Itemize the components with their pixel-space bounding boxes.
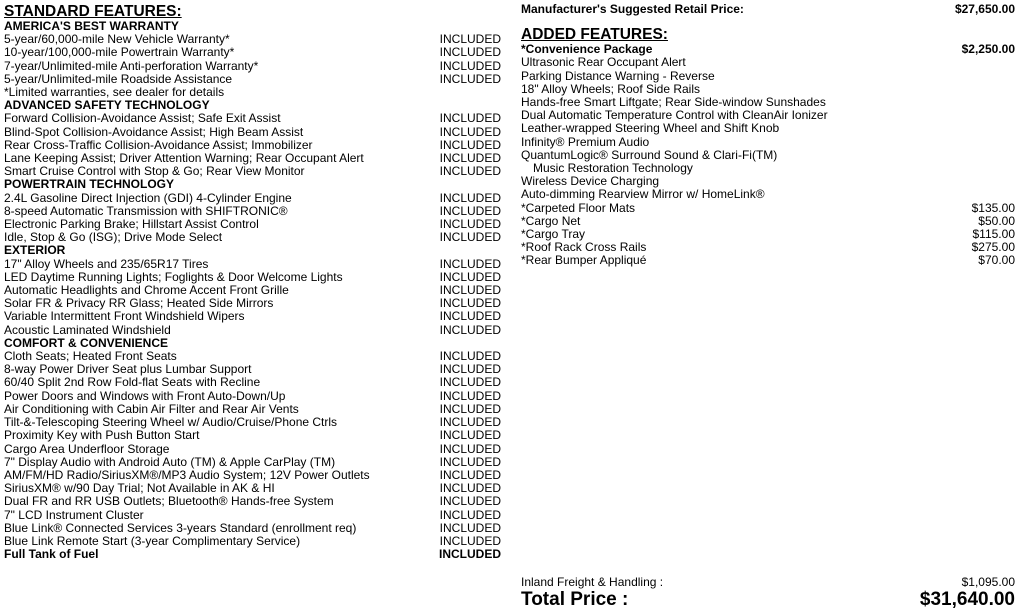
- feature-value: INCLUDED: [439, 164, 501, 179]
- feature-label: 60/40 Split 2nd Row Fold-flat Seats with Recline: [4, 375, 261, 390]
- feature-label: Variable Intermittent Front Windshield Wipers: [4, 309, 245, 324]
- feature-row: [4, 112, 501, 125]
- feature-row: [4, 192, 501, 205]
- feature-label: Tilt-&-Telescoping Steering Wheel w/ Audio/Cruise/Phone Ctrls: [4, 415, 338, 430]
- feature-value: INCLUDED: [439, 124, 501, 139]
- feature-row: [4, 310, 501, 323]
- added-feature-row: [521, 188, 1015, 201]
- feature-row: [4, 376, 501, 389]
- feature-value: INCLUDED: [439, 58, 501, 73]
- feature-value: INCLUDED: [439, 520, 501, 535]
- feature-value: INCLUDED: [439, 481, 501, 496]
- added-feature-label: Music Restoration Technology: [533, 161, 693, 176]
- feature-label: Idle, Stop & Go (ISG); Drive Mode Select: [4, 230, 223, 245]
- feature-label: Rear Cross-Traffic Collision-Avoidance Assist; Immobilizer: [4, 137, 313, 152]
- added-feature-label: Hands-free Smart Liftgate; Rear Side-window Sunshades: [521, 95, 826, 110]
- feature-label: SiriusXM® w/90 Day Trial; Not Available in AK & HI: [4, 481, 275, 496]
- feature-label: Blind-Spot Collision-Avoidance Assist; High Beam Assist: [4, 124, 304, 139]
- added-feature-value: $2,250.00: [961, 42, 1015, 57]
- feature-label: 17" Alloy Wheels and 235/65R17 Tires: [4, 256, 209, 271]
- feature-label: 7" Display Audio with Android Auto (TM) & Apple CarPlay (TM): [4, 454, 336, 469]
- feature-label: 10-year/100,000-mile Powertrain Warranty*: [4, 45, 235, 60]
- feature-value: INCLUDED: [439, 230, 501, 245]
- feature-label: Smart Cruise Control with Stop & Go; Rear View Monitor: [4, 164, 305, 179]
- standard-features-title: STANDARD FEATURES:: [4, 3, 182, 20]
- feature-label: 5-year/60,000-mile New Vehicle Warranty*: [4, 32, 230, 47]
- feature-value: INCLUDED: [439, 494, 501, 509]
- feature-label: Forward Collision-Avoidance Assist; Safe Exit Assist: [4, 111, 281, 126]
- feature-row: [4, 231, 501, 244]
- feature-value: INCLUDED: [439, 217, 501, 232]
- feature-value: INCLUDED: [439, 190, 501, 205]
- feature-value: INCLUDED: [439, 296, 501, 311]
- feature-label: 7" LCD Instrument Cluster: [4, 507, 144, 522]
- feature-row: [4, 548, 501, 561]
- feature-row: [4, 126, 501, 139]
- added-feature-label: *Roof Rack Cross Rails: [521, 240, 647, 255]
- feature-label: 2.4L Gasoline Direct Injection (GDI) 4-Cylinder Engine: [4, 190, 292, 205]
- spacer: [521, 16, 1015, 26]
- added-feature-row: [521, 70, 1015, 83]
- feature-value: INCLUDED: [439, 137, 501, 152]
- feature-label: Cargo Area Underfloor Storage: [4, 441, 170, 456]
- feature-label: Electronic Parking Brake; Hillstart Assist Control: [4, 217, 259, 232]
- section-header: AMERICA'S BEST WARRANTY: [4, 19, 179, 33]
- feature-value: INCLUDED: [439, 467, 501, 482]
- feature-value: INCLUDED: [439, 533, 501, 548]
- section-header: ADVANCED SAFETY TECHNOLOGY: [4, 98, 210, 113]
- added-feature-label: Infinity® Premium Audio: [521, 134, 650, 149]
- feature-value: INCLUDED: [439, 203, 501, 218]
- section-header: POWERTRAIN TECHNOLOGY: [4, 177, 174, 192]
- feature-value: INCLUDED: [439, 454, 501, 469]
- added-feature-label: *Cargo Tray: [521, 227, 586, 242]
- msrp-value: $27,650.00: [954, 2, 1015, 16]
- added-feature-row: [521, 136, 1015, 149]
- feature-label: 7-year/Unlimited-mile Anti-perforation Warranty*: [4, 58, 259, 73]
- added-feature-value: $135.00: [971, 200, 1015, 215]
- freight-label: Inland Freight & Handling :: [521, 575, 664, 589]
- feature-label: 8-speed Automatic Transmission with SHIFTRONIC®: [4, 203, 288, 218]
- added-feature-label: *Convenience Package: [521, 42, 653, 57]
- feature-row: [4, 443, 501, 456]
- feature-label: Blue Link® Connected Services 3-years Standard (enrollment req): [4, 520, 357, 535]
- feature-row: [4, 509, 501, 522]
- added-feature-value: $115.00: [972, 227, 1015, 242]
- feature-value: INCLUDED: [439, 349, 501, 364]
- added-feature-label: Parking Distance Warning - Reverse: [521, 68, 715, 83]
- feature-label: *Limited warranties, see dealer for details: [4, 85, 225, 100]
- feature-value: INCLUDED: [439, 507, 501, 522]
- added-feature-row: [521, 254, 1015, 267]
- freight-row: [521, 576, 1015, 589]
- feature-row: [4, 429, 501, 442]
- msrp-label: Manufacturer's Suggested Retail Price:: [521, 2, 744, 16]
- feature-value: INCLUDED: [439, 441, 501, 456]
- added-feature-label: Ultrasonic Rear Occupant Alert: [521, 55, 686, 70]
- msrp-row: [521, 3, 1015, 16]
- feature-value: INCLUDED: [439, 256, 501, 271]
- standard-features-column: [4, 3, 501, 561]
- feature-value: INCLUDED: [439, 375, 501, 390]
- added-feature-row: [521, 202, 1015, 215]
- added-feature-row: [521, 122, 1015, 135]
- total-price-label: Total Price :: [521, 589, 629, 611]
- feature-label: Air Conditioning with Cabin Air Filter and Rear Air Vents: [4, 401, 299, 416]
- added-feature-label: Leather-wrapped Steering Wheel and Shift Knob: [521, 121, 780, 136]
- feature-label: LED Daytime Running Lights; Foglights & Door Welcome Lights: [4, 269, 343, 284]
- freight-value: $1,095.00: [961, 575, 1015, 589]
- feature-label: 5-year/Unlimited-mile Roadside Assistance: [4, 71, 233, 86]
- feature-value: INCLUDED: [439, 401, 501, 416]
- feature-value: INCLUDED: [439, 71, 501, 86]
- feature-row: [4, 324, 501, 337]
- feature-label: Cloth Seats; Heated Front Seats: [4, 349, 177, 364]
- total-price-value: $31,640.00: [919, 589, 1015, 611]
- standard-features-list: [4, 20, 501, 561]
- feature-value: INCLUDED: [439, 428, 501, 443]
- feature-value: INCLUDED: [439, 309, 501, 324]
- feature-row: [4, 456, 501, 469]
- feature-value: INCLUDED: [439, 547, 501, 562]
- feature-value: INCLUDED: [439, 111, 501, 126]
- added-feature-label: Dual Automatic Temperature Control with CleanAir Ionizer: [521, 108, 828, 123]
- feature-label: AM/FM/HD Radio/SiriusXM®/MP3 Audio System; 12V Power Outlets: [4, 467, 370, 482]
- feature-value: INCLUDED: [439, 362, 501, 377]
- price-summary: [521, 576, 1015, 610]
- added-features-title: ADDED FEATURES:: [521, 26, 668, 44]
- section-header: EXTERIOR: [4, 243, 66, 258]
- feature-row: [4, 60, 501, 73]
- feature-row: [4, 495, 501, 508]
- feature-value: INCLUDED: [439, 322, 501, 337]
- feature-value: INCLUDED: [439, 32, 501, 47]
- added-feature-label: Auto-dimming Rearview Mirror w/ HomeLink®: [521, 187, 765, 202]
- feature-label: Proximity Key with Push Button Start: [4, 428, 200, 443]
- total-row: [521, 590, 1015, 610]
- added-feature-value: $70.00: [978, 253, 1015, 268]
- added-feature-row: [521, 56, 1015, 69]
- feature-row: [4, 390, 501, 403]
- feature-label: Blue Link Remote Start (3-year Complimentary Service): [4, 533, 301, 548]
- added-feature-label: *Carpeted Floor Mats: [521, 200, 636, 215]
- feature-label: Acoustic Laminated Windshield: [4, 322, 171, 337]
- section-header: COMFORT & CONVENIENCE: [4, 335, 169, 350]
- added-feature-label: 18" Alloy Wheels; Roof Side Rails: [521, 81, 701, 96]
- feature-label: Full Tank of Fuel: [4, 547, 99, 562]
- added-feature-label: *Cargo Net: [521, 213, 581, 228]
- feature-label: Lane Keeping Assist; Driver Attention Warning; Rear Occupant Alert: [4, 151, 364, 166]
- feature-label: Automatic Headlights and Chrome Accent Front Grille: [4, 283, 289, 298]
- feature-value: INCLUDED: [439, 283, 501, 298]
- added-feature-value: $50.00: [978, 213, 1015, 228]
- feature-value: INCLUDED: [439, 45, 501, 60]
- feature-row: [4, 258, 501, 271]
- feature-label: Dual FR and RR USB Outlets; Bluetooth® Hands-free System: [4, 494, 334, 509]
- added-features-list: [521, 43, 1015, 267]
- feature-value: INCLUDED: [439, 269, 501, 284]
- feature-value: INCLUDED: [439, 151, 501, 166]
- feature-value: INCLUDED: [439, 388, 501, 403]
- added-features-column: [521, 3, 1015, 268]
- added-feature-label: *Rear Bumper Appliqué: [521, 253, 647, 268]
- added-feature-label: QuantumLogic® Surround Sound & Clari-Fi(TM): [521, 147, 778, 162]
- feature-row: [4, 522, 501, 535]
- feature-label: Solar FR & Privacy RR Glass; Heated Side Mirrors: [4, 296, 274, 311]
- added-feature-row: [521, 215, 1015, 228]
- feature-label: Power Doors and Windows with Front Auto-Down/Up: [4, 388, 286, 403]
- added-feature-value: $275.00: [971, 240, 1015, 255]
- feature-label: 8-way Power Driver Seat plus Lumbar Support: [4, 362, 252, 377]
- feature-value: INCLUDED: [439, 415, 501, 430]
- feature-row: [4, 46, 501, 59]
- added-feature-label: Wireless Device Charging: [521, 174, 660, 189]
